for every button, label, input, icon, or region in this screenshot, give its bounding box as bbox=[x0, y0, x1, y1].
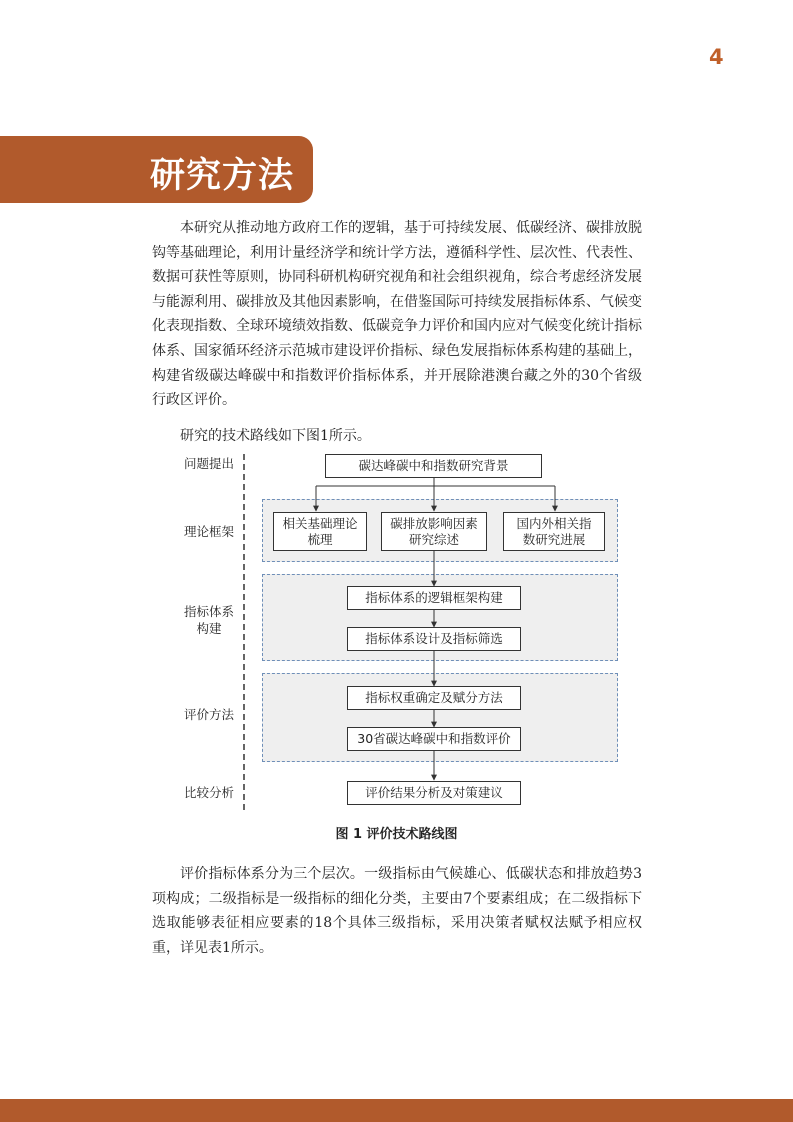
box-theory-factors-line1: 碳排放影响因素 bbox=[390, 515, 478, 531]
box-theory-basic-line2: 梳理 bbox=[307, 531, 333, 547]
lane-label-index bbox=[174, 603, 244, 637]
box-logic-framework: 指标体系的逻辑框架构建 bbox=[347, 586, 521, 610]
box-theory-factors-line2: 研究综述 bbox=[408, 531, 459, 547]
lane-label-index-line2: 构建 bbox=[196, 621, 222, 636]
box-theory-basic bbox=[273, 512, 367, 551]
box-theory-basic-line1: 相关基础理论 bbox=[282, 515, 358, 531]
box-evaluation: 30省碳达峰碳中和指数评价 bbox=[347, 727, 521, 751]
box-theory-factors bbox=[381, 512, 487, 551]
box-research-background: 碳达峰碳中和指数研究背景 bbox=[325, 454, 542, 478]
section-title: 研究方法 bbox=[150, 156, 295, 196]
footer-bar bbox=[0, 1099, 793, 1122]
lane-label-problem: 问题提出 bbox=[183, 456, 234, 471]
levels-paragraph: 评价指标体系分为三个层次。一级指标由气候雄心、低碳状态和排放趋势3项构成；二级指标是一级指标的细化分类，主要由7个要素组成；在二级指标下选取能够表征相应要素的18个具体三级指标，采用决策者赋权法赋予相应权重，详见表1所示。 bbox=[152, 866, 642, 956]
box-theory-progress bbox=[503, 512, 605, 551]
box-theory-progress-line1: 国内外相关指 bbox=[516, 515, 592, 531]
lane-label-theory: 理论框架 bbox=[183, 524, 234, 539]
route-intro-paragraph: 研究的技术路线如下图1所示。 bbox=[180, 428, 371, 444]
lane-label-compare: 比较分析 bbox=[183, 785, 234, 800]
technical-route-diagram bbox=[170, 448, 630, 818]
lane-label-method: 评价方法 bbox=[183, 707, 234, 722]
box-analysis: 评价结果分析及对策建议 bbox=[347, 781, 521, 805]
box-design-selection: 指标体系设计及指标筛选 bbox=[347, 627, 521, 651]
box-weighting: 指标权重确定及赋分方法 bbox=[347, 686, 521, 710]
page-number: 4 bbox=[709, 45, 724, 69]
intro-paragraph: 本研究从推动地方政府工作的逻辑，基于可持续发展、低碳经济、碳排放脱钩等基础理论，利用计量经济学和统计学方法，遵循科学性、层次性、代表性、数据可获性等原则，协同科研机构研究视角和社会组织视角，综合考虑经济发展与能源利用、碳排放及其他因素影响，在借鉴国际可持续发展指标体系、气候变化表现指数、全球环境绩效指数、低碳竞争力评价和国内应对气候变化统计指标体系、国家循环经济示范城市建设评价指标、绿色发展指标体系构建的基础上，构建省级碳达峰碳中和指数评价指标体系，并开展除港澳台藏之外的30个省级行政区评价。 bbox=[152, 220, 642, 409]
lane-label-index-line1: 指标体系 bbox=[183, 604, 234, 619]
figure-caption: 图 1 评价技术路线图 bbox=[335, 827, 458, 842]
box-theory-progress-line2: 数研究进展 bbox=[522, 531, 586, 547]
